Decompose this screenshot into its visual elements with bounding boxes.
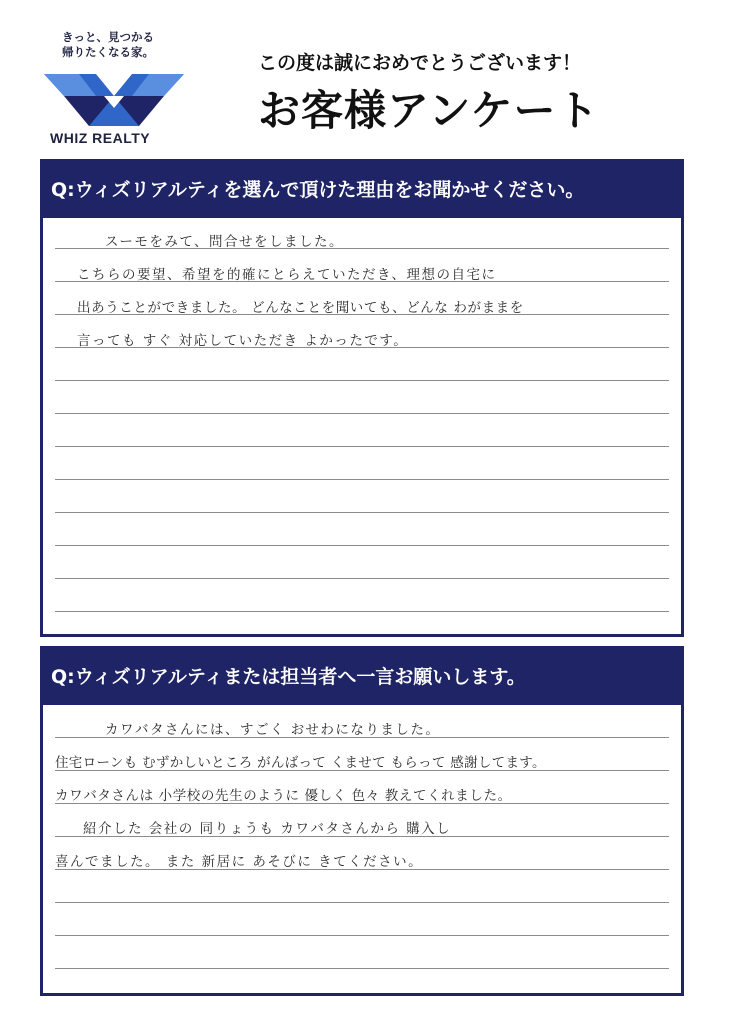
answer-2-line-2: 住宅ローンも むずかしいところ がんばって くませて もらって 感謝してます。: [55, 755, 546, 771]
ruled-line: [55, 446, 669, 447]
question-panel-1: [40, 159, 684, 637]
answer-1-line-1: スーモをみて、問合せをしました。: [105, 234, 345, 250]
tagline-line-2: 帰りたくなる家。: [62, 45, 154, 59]
answer-2-line-4: 紹介した 会社の 同りょうも カワバタさんから 購入し: [83, 821, 452, 837]
question-1-heading: Q:ウィズリアルティを選んで頂けた理由をお聞かせください。: [43, 162, 681, 218]
answer-2-line-1: カワバタさんには、すごく おせわになりました。: [105, 722, 441, 738]
answer-1-line-3: 出あうことができました。 どんなことを聞いても、どんな わがままを: [77, 300, 524, 316]
question-2-heading: Q:ウィズリアルティまたは担当者へ一言お願いします。: [43, 649, 681, 705]
company-logo: [34, 30, 184, 150]
greeting-text: この度は誠におめでとうございます！: [258, 52, 582, 74]
whiz-logo-icon: [44, 74, 184, 126]
ruled-line: [55, 578, 669, 579]
tagline-line-1: きっと、見つかる: [62, 30, 154, 44]
ruled-line: [55, 611, 669, 612]
ruled-line: [55, 545, 669, 546]
ruled-line: [55, 935, 669, 936]
answer-1-line-2: こちらの要望、希望を的確にとらえていただき、理想の自宅に: [77, 267, 497, 283]
ruled-line: [55, 902, 669, 903]
ruled-line: [55, 413, 669, 414]
ruled-line: [55, 968, 669, 969]
answer-2-line-5: 喜んでました。 また 新居に あそびに きてください。: [55, 854, 424, 870]
logo-tagline: [62, 30, 154, 60]
ruled-line: [55, 512, 669, 513]
page-title: お客様アンケート: [258, 86, 600, 135]
brand-name: WHIZ REALTY: [50, 130, 151, 146]
answer-2-line-3: カワバタさんは 小学校の先生のように 優しく 色々 教えてくれました。: [55, 788, 512, 804]
answer-1-line-4: 言っても すぐ 対応していただき よかったです。: [77, 333, 409, 349]
ruled-line: [55, 479, 669, 480]
question-panel-2: [40, 646, 684, 996]
ruled-line: [55, 380, 669, 381]
